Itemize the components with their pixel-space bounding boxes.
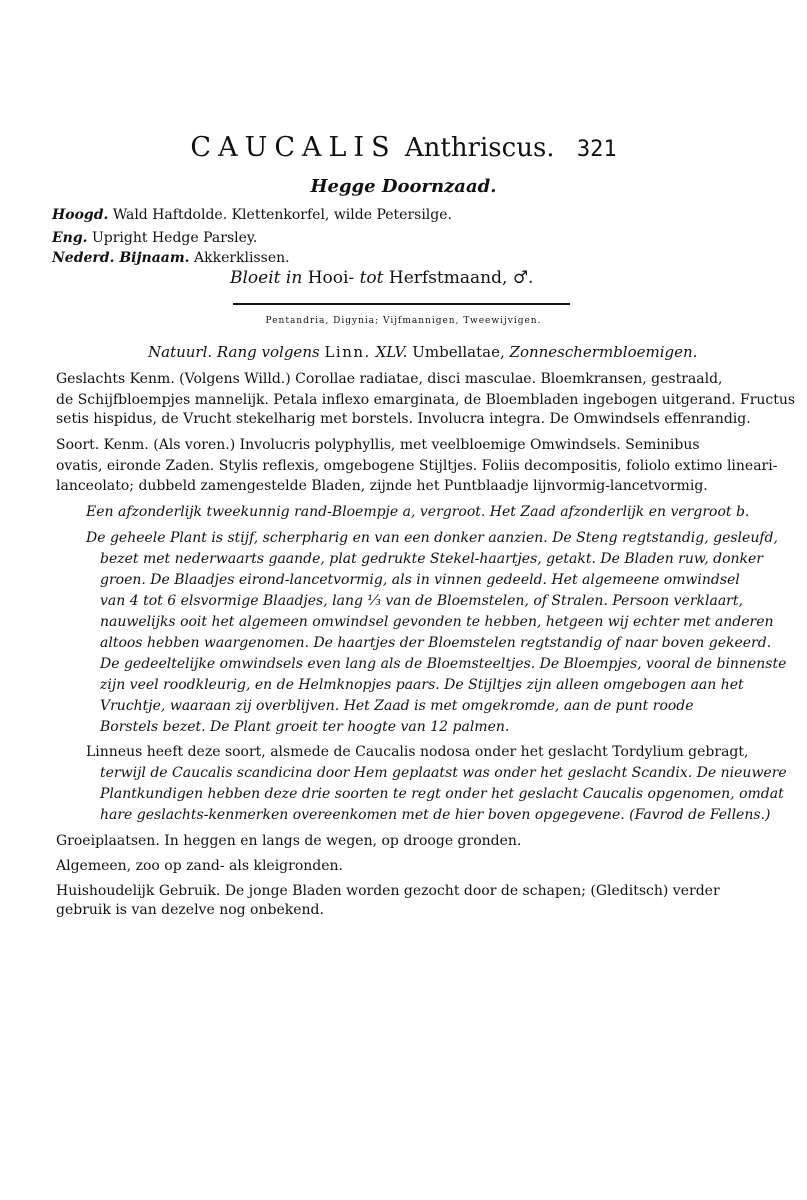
text-line: lanceolato; dubbeld zamengestelde Bladen, zijnde het Puntblaadje lijnvormig-lancetvormig. [56,478,708,494]
text-line: setis hispidus, de Vrucht stekelharig met borstels. Involucra integra. De Omwindsels effenrandig. [56,411,751,427]
name-line-dutch [52,250,290,266]
rank-dutch: Zonneschermbloemigen. [509,343,698,361]
biennial-symbol: ♂. [512,268,534,288]
text-line: Plantkundigen hebben deze drie soorten te regt onder het geslacht Caucalis opgenomen, omdat [100,786,784,802]
bloom-word: in [285,268,303,288]
text-line: Algemeen, zoo op zand- als kleigronden. [56,858,343,874]
text-line: Linneus heeft deze soort, alsmede de Caucalis nodosa onder het geslacht Tordylium gebragt, [86,744,749,760]
text-line: ovatis, eironde Zaden. Stylis reflexis, omgebogene Stijltjes. Foliis decompositis, foliolo extimo lineari- [56,458,778,474]
rank-order: XLV. [375,343,408,361]
flowering-period [230,268,533,288]
vernacular-name: Akkerklissen. [194,250,290,266]
species-name: Anthriscus. [404,133,555,163]
name-line-english [52,230,257,246]
page-title [0,132,807,163]
text-line: zijn veel roodkleurig, en de Helmknopjes paars. De Stijltjes zijn alleen omgebogen aan het [100,677,744,693]
text-line: De gedeeltelijke omwindsels even lang als de Bloemsteeltjes. De Bloempjes, vooral de binnenste [100,656,787,672]
text-line: altoos hebben waargenomen. De haartjes der Bloemstelen regtstandig of naar boven gekeerd. [100,635,772,651]
text-line: nauwelijks ooit het algemeen omwindsel gevonden te hebben, hetgeen wij echter met anderen [100,614,774,630]
text-line: Geslachts Kenm. (Volgens Willd.) Corollae radiatae, disci masculae. Bloemkransen, gestraald, [56,371,723,387]
text-line: van 4 tot 6 elsvormige Blaadjes, lang ⅓ van de Bloemstelen, of Stralen. Persoon verklaart, [100,593,743,609]
text-line: de Schijfbloempjes mannelijk. Petala inflexo emarginata, de Bloembladen ingebogen uitgerand. Fructus [56,392,796,408]
text-line: Borstels bezet. De Plant groeit ter hoogte van 12 palmen. [100,719,510,735]
bloom-word: Herfstmaand, [388,268,508,288]
linnaean-classification: Pentandria, Digynia; Vijfmannigen, Tweewijvigen. [265,316,542,326]
text-line: groen. De Blaadjes eirond-lancetvormig, als in vinnen gedeeld. Het algemeene omwindsel [100,572,740,588]
bloom-word: Bloeit [230,268,281,288]
divider-rule [233,303,570,305]
name-line-german [52,207,452,223]
vernacular-name: Upright Hedge Parsley. [91,230,258,246]
text-line: Groeiplaatsen. In heggen en langs de wegen, op droogе gronden. [56,833,522,849]
text-line: Huishoudelijk Gebruik. De jonge Bladen worden gezocht door de schapen; (Gleditsch) verder [56,883,720,899]
page-number: 321 [576,137,617,162]
language-label: Eng. [52,230,88,246]
text-line: Vruchtje, waaraan zij overblijven. Het Zaad is met omgekromde, aan de punt roode [100,698,694,714]
rank-prefix: Natuurl. Rang volgens [148,343,320,361]
text-line: bezet met nederwaarts gaande, plat gedrukte Stekel-haartjes, getakt. De Bladen ruw, donker [100,551,763,567]
text-line: gebruik is van dezelve nog onbekend. [56,902,324,918]
common-name: Hegge Doornzaad. [310,176,497,197]
language-label: Nederd. Bijnaam. [52,250,190,266]
language-label: Hoogd. [52,207,109,223]
bloom-word: Hooi- [307,268,355,288]
genus-name: CAUCALIS [190,132,397,163]
text-line: hare geslachts-kenmerken overeenkomen met de hier boven opgegevene. (Favrod de Fellens.) [100,807,771,823]
text-line: De geheele Plant is stijf, scherpharig en van een donker aanzien. De Steng regtstandig, gesleufd, [86,530,778,546]
text-line: Soort. Kenm. (Als voren.) Involucris polyphyllis, met veelbloemige Omwindsels. Seminibus [56,437,700,453]
rank-family: Umbellatae, [412,343,505,361]
text-line: Een afzonderlijk tweekunnig rand-Bloempje a, vergroot. Het Zaad afzonderlijk en vergroot b. [86,504,750,520]
vernacular-name: Wald Haftdolde. Klettenkorfel, wilde Petersilge. [112,207,452,223]
rank-author: Linn. [324,343,371,361]
text-line: terwijl de Caucalis scandicina door Hem geplaatst was onder het geslacht Scandix. De nieuwere [100,765,787,781]
bloom-word: tot [359,268,384,288]
natural-rank [148,343,697,361]
